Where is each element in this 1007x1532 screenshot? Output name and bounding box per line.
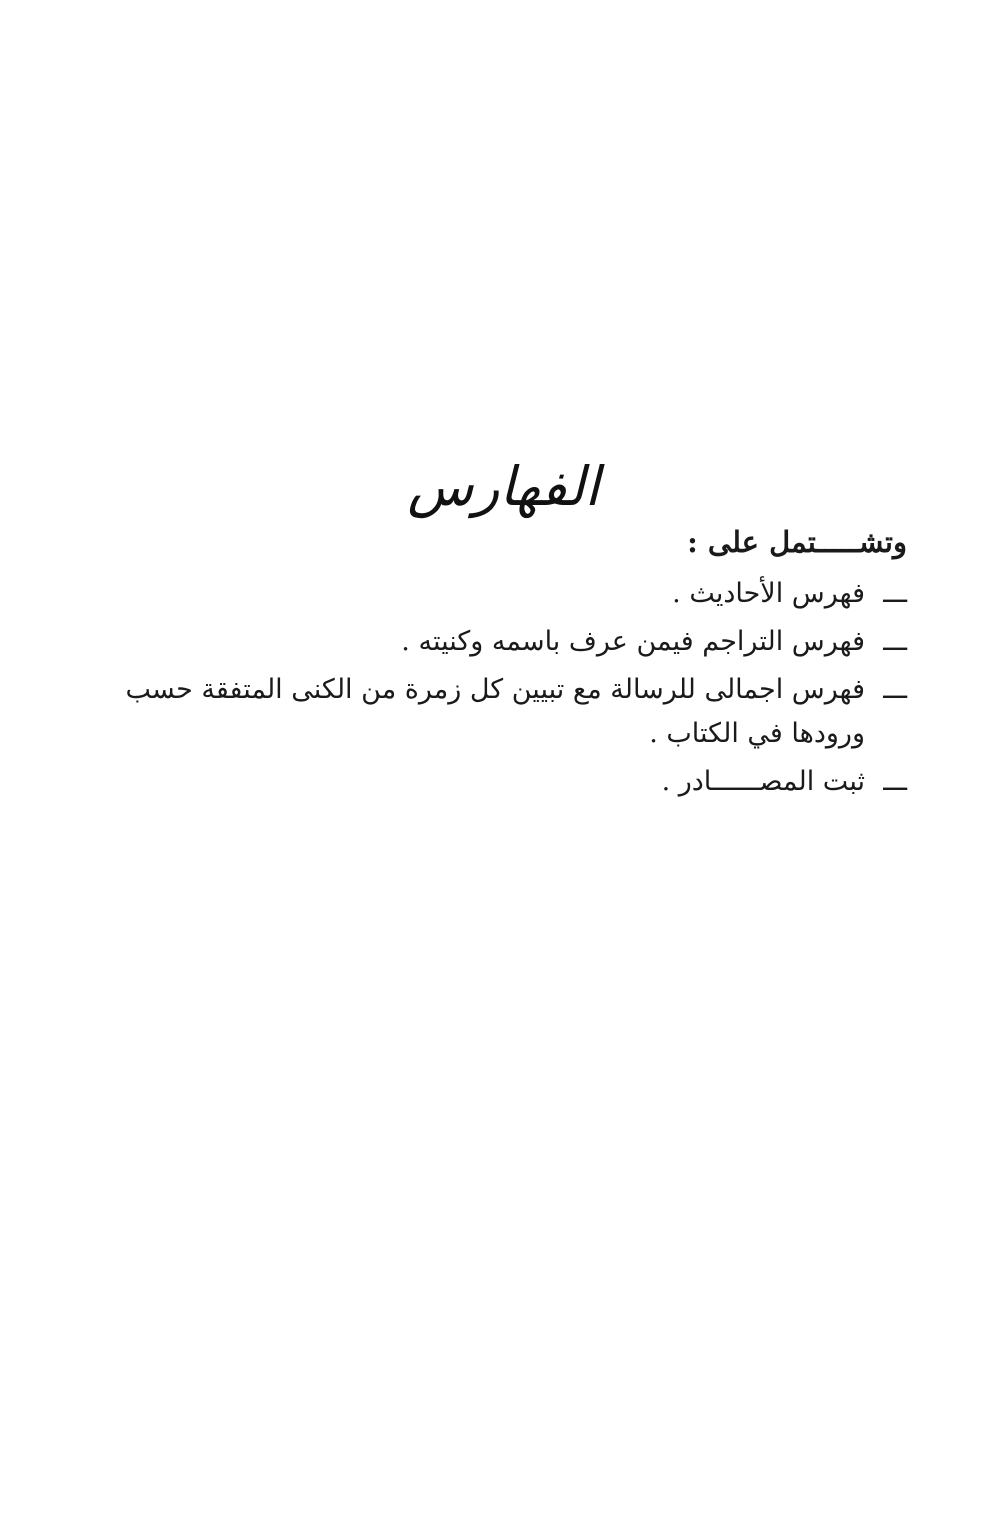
index-list <box>107 572 907 808</box>
index-title: الفهارس <box>407 455 600 518</box>
list-item-text: ثبت المصــــــادر . <box>661 766 865 797</box>
list-item-text: فهرس اجمالى للرسالة مع تبيين كل زمرة من الكنى المتفقة حسب ورودها في الكتاب . <box>125 674 865 749</box>
bullet-dash: ـــ <box>883 766 907 797</box>
bullet-dash: ـــ <box>883 674 907 705</box>
list-item-text: فهرس التراجم فيمن عرف باسمه وكنيته . <box>401 626 865 657</box>
bullet-dash: ـــ <box>883 578 907 609</box>
list-item <box>107 572 907 616</box>
intro-line: وتشـــــتمل على : <box>687 525 907 559</box>
list-item <box>107 668 907 756</box>
bullet-dash: ـــ <box>883 626 907 657</box>
list-item <box>107 760 907 804</box>
list-item <box>107 620 907 664</box>
list-item-text: فهرس الأحاديث . <box>672 578 865 609</box>
